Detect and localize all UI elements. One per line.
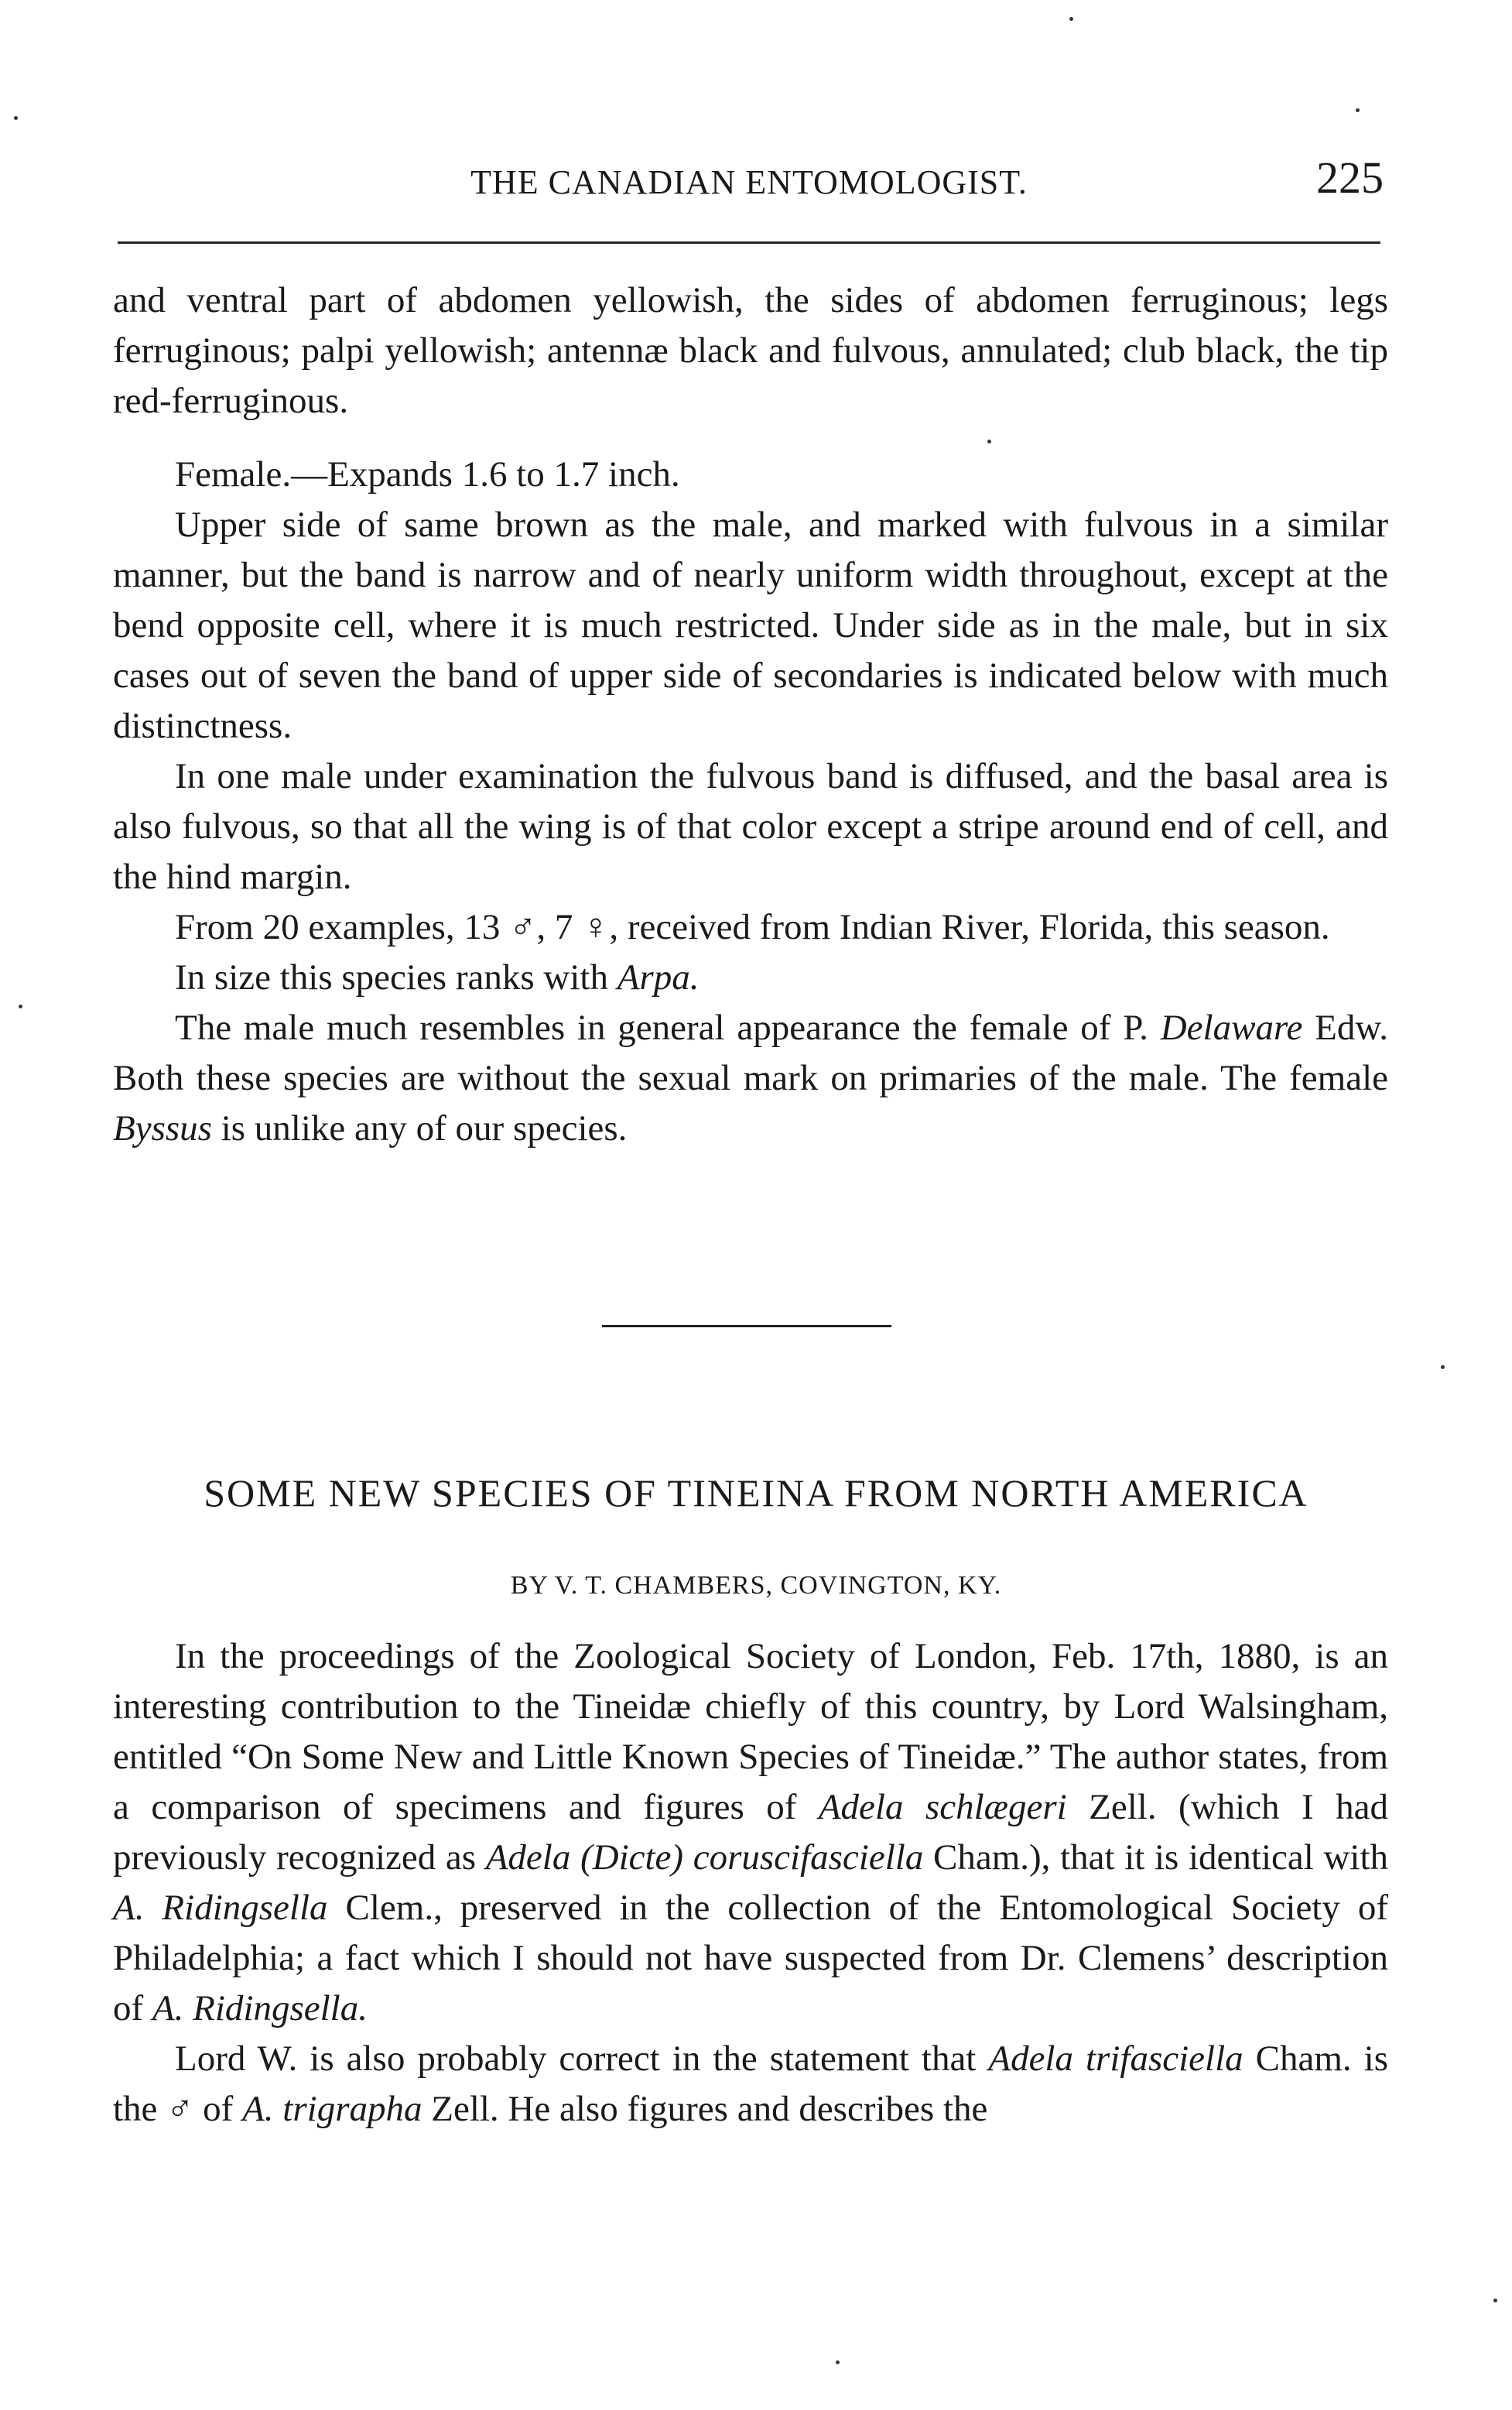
article-byline: BY V. T. CHAMBERS, COVINGTON, KY. [510, 1571, 1002, 1600]
paragraph: Lord W. is also probably correct in the statement that Adela trifasciella Cham. is the ♂ of A. trigrapha Zell. He also figures and describes the [113, 2039, 1388, 2129]
article-continuation [113, 276, 1388, 1154]
scan-speck [836, 2360, 840, 2364]
scan-speck [1069, 17, 1073, 21]
paragraph: and ventral part of abdomen yellowish, the sides of abdomen ferruginous; legs ferruginous; palpi yellowish; antennæ black and fulvous, annulated; club black, the tip red-ferruginous. [113, 280, 1388, 421]
paragraph: In size this species ranks with Arpa. [175, 957, 700, 998]
section-divider [602, 1325, 891, 1327]
paragraph: Upper side of same brown as the male, and marked with fulvous in a similar manner, but the band is narrow and of nearly uniform width throughout, except at the bend opposite cell, where it is much restricted. Under side as in the male, but in six cases out of seven the band of upper side of secondaries is indicated below with much distinctness. [113, 505, 1388, 746]
scan-speck [19, 1005, 22, 1008]
paragraph: In the proceedings of the Zoological Society of London, Feb. 17th, 1880, is an interesting contribution to the Tineidæ chiefly of this country, by Lord Walsingham, entitled “On Some New and Little Known Species of Tineidæ.” The author states, from a comparison of specimens and figures of Adela schlægeri Zell. (which I had previously recognized as Adela (Dicte) coruscifasciella Cham.), that it is identical with A. Ridingsella Clem., preserved in the collection of the Entomological Society of Philadelphia; a fact which I should not have suspected from Dr. Clemens’ description of A. Ridingsella. [113, 1636, 1389, 2028]
scan-speck [1356, 108, 1360, 112]
page-header [115, 152, 1384, 221]
paragraph: In one male under examination the fulvous band is diffused, and the basal area is also fulvous, so that all the wing is of that color except a stripe around end of cell, and the hind margin. [113, 756, 1388, 897]
running-head: THE CANADIAN ENTOMOLOGIST. [470, 163, 1028, 201]
article-body [113, 1631, 1388, 2134]
scan-speck [1493, 2299, 1497, 2302]
page-number: 225 [1316, 152, 1384, 203]
scan-speck [14, 116, 18, 120]
paragraph: From 20 examples, 13 ♂, 7 ♀, received from Indian River, Florida, this season. [175, 907, 1330, 947]
paragraph: The male much resembles in general appearance the female of P. Delaware Edw. Both these species are without the sexual mark on primaries of the male. The female Byssus is unlike any of our species. [113, 1008, 1388, 1149]
article-title: SOME NEW SPECIES OF TINEINA FROM NORTH AMERICA [204, 1471, 1308, 1515]
scan-speck [1441, 1365, 1445, 1369]
paragraph: Female.—Expands 1.6 to 1.7 inch. [175, 454, 680, 495]
scan-speck [987, 440, 991, 443]
header-rule [118, 241, 1380, 244]
